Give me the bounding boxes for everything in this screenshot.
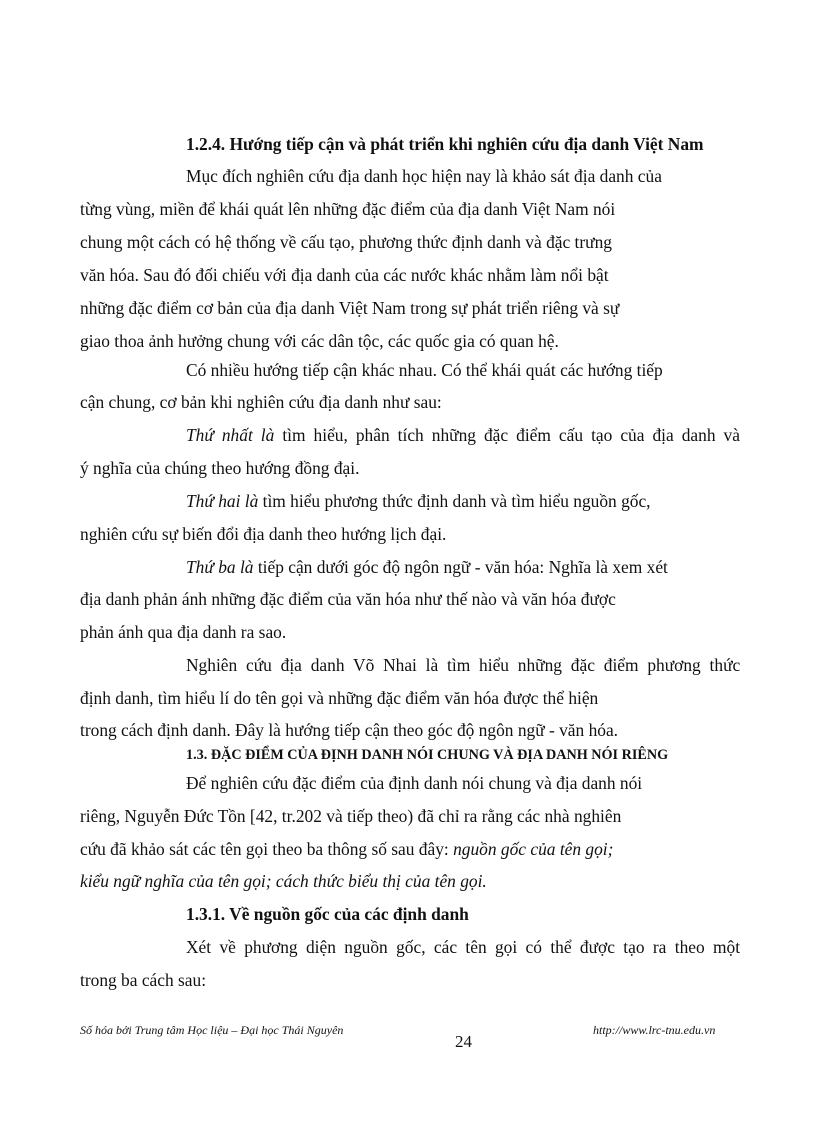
paragraph-line: Xét về phương diện nguồn gốc, các tên gọi có thể được tạo ra theo một [186, 937, 741, 957]
paragraph-line: cận chung, cơ bản khi nghiên cứu địa danh như sau: [80, 392, 442, 412]
approach-third-text: tiếp cận dưới góc độ ngôn ngữ - văn hóa: Nghĩa là xem xét [253, 557, 668, 577]
approach-second-text: tìm hiểu phương thức định danh và tìm hiểu nguồn gốc, [258, 491, 651, 511]
paragraph-line: trong cách định danh. Đây là hướng tiếp cận theo góc độ ngôn ngữ - văn hóa. [80, 720, 619, 740]
paragraph-line: Có nhiều hướng tiếp cận khác nhau. Có thể khái quát các hướng tiếp [186, 360, 663, 380]
paragraph-line: riêng, Nguyễn Đức Tồn [42, tr.202 và tiếp theo) đã chỉ ra rằng các nhà nghiên [80, 806, 622, 826]
paragraph-line: giao thoa ảnh hưởng chung với các dân tộc, các quốc gia có quan hệ. [80, 331, 559, 351]
approach-second [186, 489, 651, 513]
paragraph-line: địa danh phản ánh những đặc điểm của văn hóa như thế nào và văn hóa được [80, 589, 616, 609]
paragraph-line: chung một cách có hệ thống về cấu tạo, phương thức định danh và đặc trưng [80, 232, 612, 252]
paragraph-line: văn hóa. Sau đó đối chiếu với địa danh của các nước khác nhằm làm nổi bật [80, 265, 609, 285]
paragraph-line: nghiên cứu sự biến đổi địa danh theo hướng lịch đại. [80, 524, 447, 544]
approach-second-label: Thứ hai là [186, 491, 259, 511]
page-number: 24 [455, 1032, 472, 1051]
paragraph-line: định danh, tìm hiểu lí do tên gọi và những đặc điểm văn hóa được thể hiện [80, 688, 599, 708]
paragraph-line: phản ánh qua địa danh ra sao. [80, 622, 287, 642]
paragraph-line-mixed [80, 837, 613, 861]
paragraph-line: những đặc điểm cơ bản của địa danh Việt Nam trong sự phát triển riêng và sự [80, 298, 620, 318]
approach-third-label: Thứ ba là [186, 557, 254, 577]
paragraph-text: cứu đã khảo sát các tên gọi theo ba thông số sau đây: [80, 839, 454, 859]
paragraph-line: ý nghĩa của chúng theo hướng đồng đại. [80, 458, 360, 478]
paragraph-line: Mục đích nghiên cứu địa danh học hiện nay là khảo sát địa danh của [186, 166, 662, 186]
paragraph-line: Nghiên cứu địa danh Võ Nhai là tìm hiểu những đặc điểm phương thức [186, 655, 741, 675]
footer-url: http://www.lrc-tnu.edu.vn [593, 1023, 716, 1037]
approach-first [186, 423, 740, 447]
section-heading-1-3: 1.3. ĐẶC ĐIỂM CỦA ĐỊNH DANH NÓI CHUNG VÀ ĐỊA DANH NÓI RIÊNG [186, 747, 669, 763]
paragraph-line: trong ba cách sau: [80, 970, 207, 990]
approach-first-text: tìm hiểu, phân tích những đặc điểm cấu tạo của địa danh và [274, 425, 740, 445]
parameter-list: kiểu ngữ nghĩa của tên gọi; cách thức biểu thị của tên gọi. [80, 871, 487, 891]
approach-third [186, 555, 668, 579]
section-heading-1-3-1: 1.3.1. Về nguồn gốc của các định danh [186, 904, 469, 924]
section-heading-1-2-4: 1.2.4. Hướng tiếp cận và phát triển khi nghiên cứu địa danh Việt Nam [186, 134, 704, 154]
paragraph-line: Để nghiên cứu đặc điểm của định danh nói chung và địa danh nói [186, 773, 643, 793]
approach-first-label: Thứ nhất là [186, 425, 275, 445]
parameter-origin: nguồn gốc của tên gọi; [453, 839, 614, 859]
footer-source: Số hóa bởi Trung tâm Học liệu – Đại học Thái Nguyên [80, 1023, 344, 1037]
paragraph-line: từng vùng, miền để khái quát lên những đặc điểm của địa danh Việt Nam nói [80, 199, 616, 219]
